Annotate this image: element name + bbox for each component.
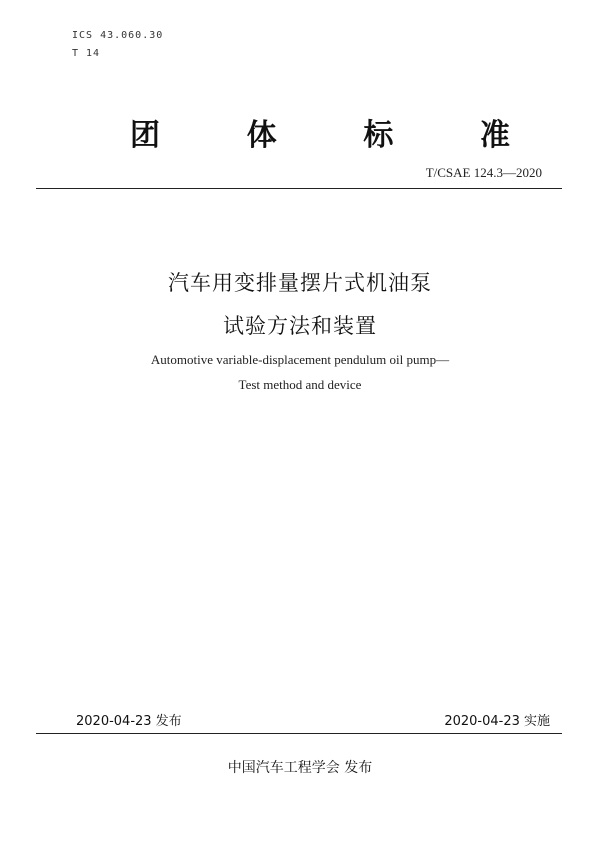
title-en-line2: Test method and device: [238, 377, 362, 392]
top-divider: [36, 188, 562, 189]
publish-date: 2020-04-23 发布: [76, 714, 182, 729]
title-cn-line1: 汽车用变排量摆片式机油泵: [168, 271, 432, 295]
standard-type-heading: [130, 110, 510, 154]
publisher: 中国汽车工程学会 发布: [227, 760, 373, 776]
category-code: T 14: [72, 48, 101, 59]
ics-code: ICS 43.060.30: [72, 30, 164, 41]
heading-char: 准: [479, 118, 510, 153]
heading-char: 体: [246, 118, 277, 153]
implement-date: 2020-04-23 实施: [444, 714, 550, 729]
title-en-line1: Automotive variable-displacement pendulum oil pump—: [150, 352, 450, 367]
heading-char: 团: [130, 118, 160, 153]
title-cn-line2: 试验方法和装置: [223, 314, 377, 338]
standard-number: T/CSAE 124.3—2020: [425, 165, 542, 180]
heading-char: 标: [363, 118, 394, 153]
bottom-divider: [36, 733, 562, 734]
